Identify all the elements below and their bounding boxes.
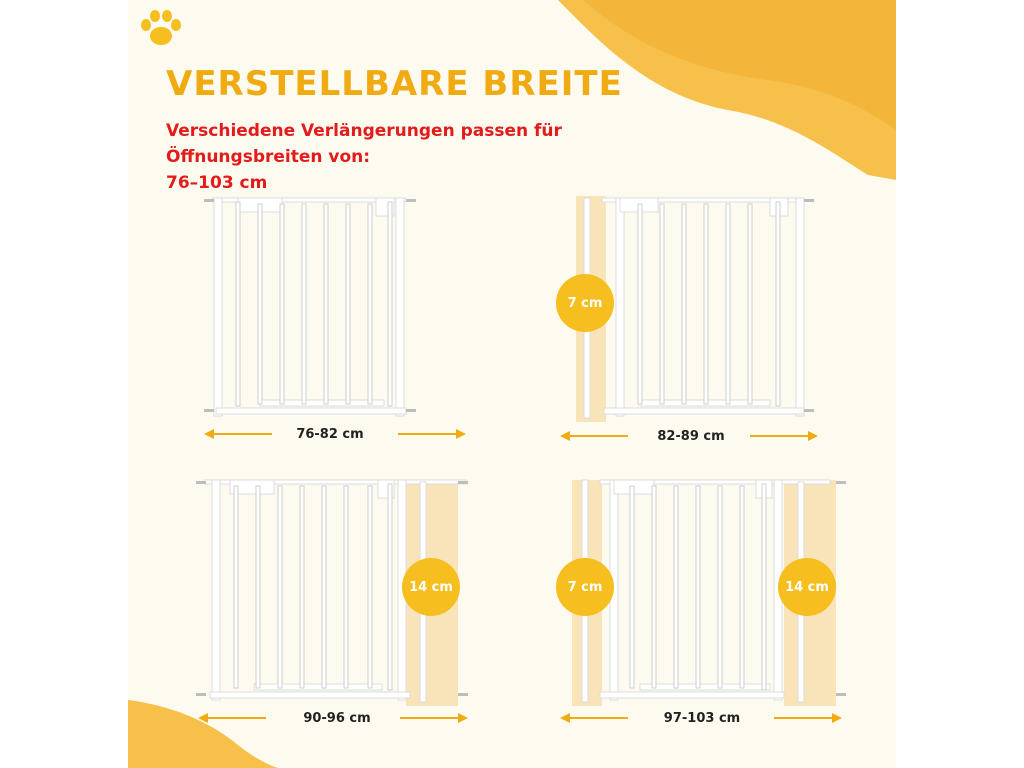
subtitle-line-3: 76–103 cm xyxy=(166,173,268,193)
extension-badge-14cm: 14 cm xyxy=(778,558,836,616)
extension-badge-7cm: 7 cm xyxy=(556,274,614,332)
paw-icon xyxy=(138,8,184,48)
measure-label: 76-82 cm xyxy=(296,427,364,442)
arrow-right-icon xyxy=(398,712,468,724)
arrow-left-icon xyxy=(560,712,630,724)
arrow-left-icon xyxy=(204,428,274,440)
measure-label: 82-89 cm xyxy=(657,429,725,444)
extension-badge-14cm: 14 cm xyxy=(402,558,460,616)
arrow-left-icon xyxy=(198,712,268,724)
gate-panel-2 xyxy=(556,190,826,450)
arrow-right-icon xyxy=(772,712,842,724)
subtitle xyxy=(166,118,562,196)
gate-panel-3 xyxy=(192,472,482,742)
gate-illustration xyxy=(200,190,460,430)
extension-badge-7cm: 7 cm xyxy=(556,558,614,616)
measure-label: 97-103 cm xyxy=(663,711,741,726)
product-image xyxy=(128,0,896,768)
arrow-left-icon xyxy=(560,430,630,442)
arrow-right-icon xyxy=(748,430,818,442)
page-title: VERSTELLBARE BREITE xyxy=(166,64,623,104)
subtitle-line-1: Verschiedene Verlängerungen passen für xyxy=(166,121,562,141)
gate-panel-1 xyxy=(200,190,460,450)
gate-panel-4 xyxy=(556,472,856,742)
arrow-right-icon xyxy=(396,428,466,440)
measure-label: 90-96 cm xyxy=(303,711,371,726)
subtitle-line-2: Öffnungsbreiten von: xyxy=(166,147,371,167)
